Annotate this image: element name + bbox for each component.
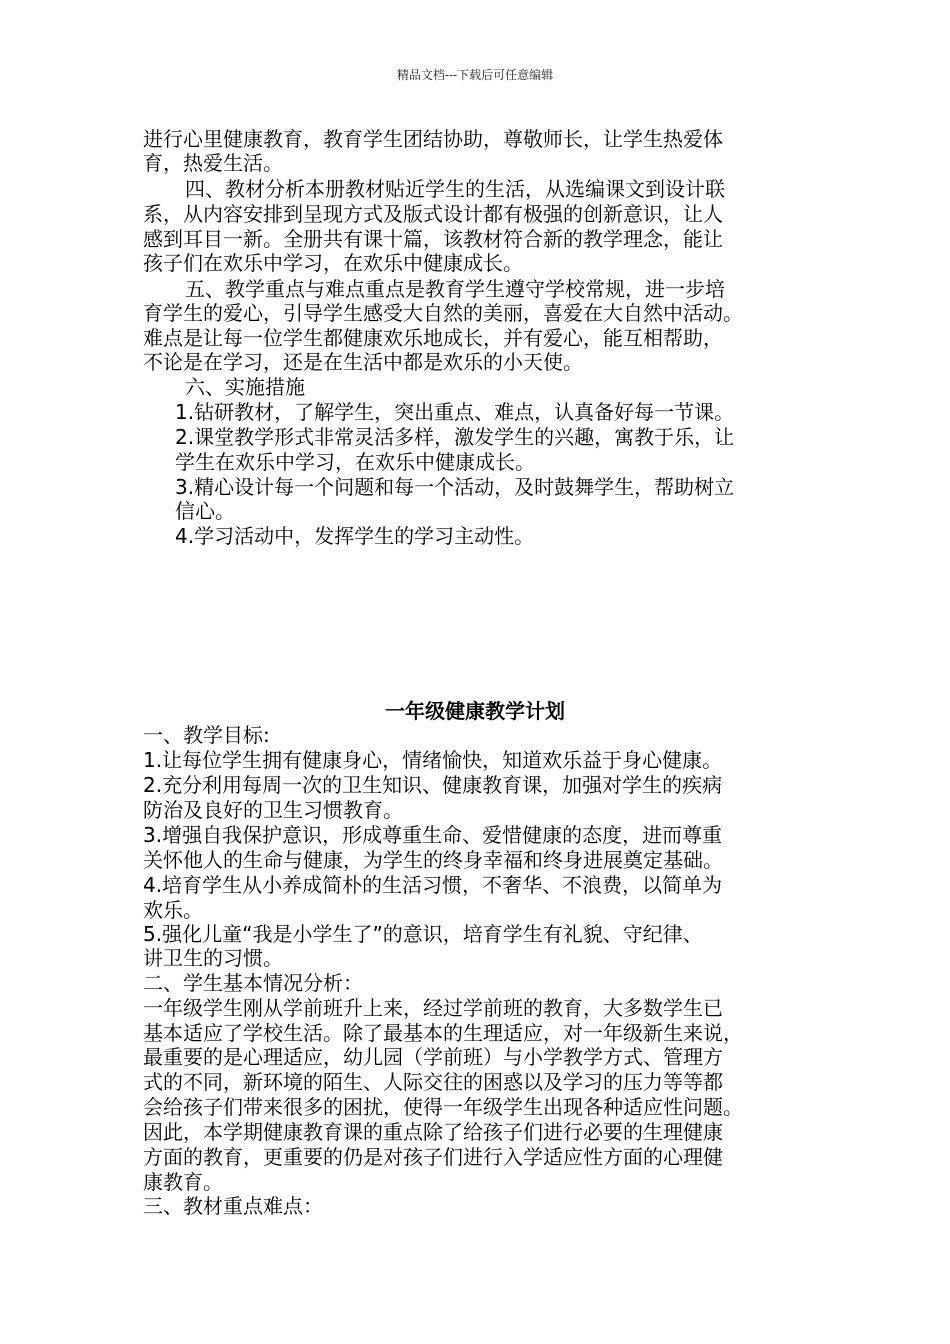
paragraph-line: 康教育。: [143, 1170, 223, 1194]
list-item: 5.强化儿童“我是小学生了”的意识，培育学生有礼貌、守纪律、: [143, 922, 703, 946]
list-item-continuation: 信心。: [175, 499, 235, 523]
list-item: 3.精心设计每一个问题和每一个活动，及时鼓舞学生，帮助树立: [175, 475, 735, 499]
list-item: 4.培育学生从小养成简朴的生活习惯，不奢华、不浪费，以简单为: [143, 873, 723, 897]
section-heading: 二、学生基本情况分析：: [143, 971, 363, 995]
paragraph-line: 四、教材分析本册教材贴近学生的生活，从选编课文到设计联: [185, 177, 725, 201]
list-item: 4.学习活动中，发挥学生的学习主动性。: [175, 524, 535, 548]
list-item: 3.增强自我保护意识，形成尊重生命、爱惜健康的态度，进而尊重: [143, 823, 723, 847]
paragraph-line: 感到耳目一新。全册共有课十篇，该教材符合新的教学理念，能让: [143, 227, 723, 251]
paragraph-line: 方面的教育，更重要的仍是对孩子们进行入学适应性方面的心理健: [143, 1145, 723, 1169]
paragraph-line: 一年级学生刚从学前班升上来，经过学前班的教育，大多数学生已: [143, 996, 723, 1020]
list-item: 1.钻研教材，了解学生，突出重点、难点，认真备好每一节课。: [175, 400, 735, 424]
section-heading: 六、实施措施: [185, 375, 305, 399]
list-item-continuation: 欢乐。: [143, 898, 203, 922]
paragraph-line: 孩子们在欢乐中学习，在欢乐中健康成长。: [143, 251, 523, 275]
list-item-continuation: 学生在欢乐中学习，在欢乐中健康成长。: [175, 450, 535, 474]
section-heading: 一、教学目标:: [143, 723, 270, 747]
paragraph-line: 五、教学重点与难点重点是教育学生遵守学校常规，进一步培: [185, 277, 725, 301]
list-item-continuation: 关怀他人的生命与健康，为学生的终身幸福和终身进展奠定基础。: [143, 848, 723, 872]
list-item-continuation: 防治及良好的卫生习惯教育。: [143, 798, 403, 822]
list-item-continuation: 讲卫生的习惯。: [143, 946, 283, 970]
paragraph-line: 难点是让每一位学生都健康欢乐地成长，并有爱心，能互相帮助，: [143, 326, 723, 350]
paragraph-line: 会给孩子们带来很多的困扰，使得一年级学生出现各种适应性问题。: [143, 1095, 743, 1119]
paragraph-line: 基本适应了学校生活。除了最基本的生理适应，对一年级新生来说，: [143, 1021, 743, 1045]
page-header: 精品文档---下载后可任意编辑: [396, 68, 554, 82]
paragraph-line: 进行心里健康教育，教育学生团结协助，尊敬师长，让学生热爱体: [143, 127, 723, 151]
list-item: 2.充分利用每周一次的卫生知识、健康教育课，加强对学生的疾病: [143, 773, 723, 797]
paragraph-line: 育，热爱生活。: [143, 151, 283, 175]
paragraph-line: 育学生的爱心，引导学生感受大自然的美丽，喜爱在大自然中活动。: [143, 301, 743, 325]
paragraph-line: 系，从内容安排到呈现方式及版式设计都有极强的创新意识，让人: [143, 202, 723, 226]
paragraph-line: 不论是在学习，还是在生活中都是欢乐的小天使。: [143, 350, 583, 374]
paragraph-line: 最重要的是心理适应，幼儿园（学前班）与小学教学方式、管理方: [143, 1045, 723, 1069]
paragraph-line: 式的不同，新环境的陌生、人际交往的困惑以及学习的压力等等都: [143, 1070, 723, 1094]
paragraph-line: 因此，本学期健康教育课的重点除了给孩子们进行必要的生理健康: [143, 1120, 723, 1144]
list-item: 2.课堂教学形式非常灵活多样，激发学生的兴趣，寓教于乐，让: [175, 425, 735, 449]
document-title: 一年级健康教学计划: [385, 699, 565, 723]
section-heading: 三、教材重点难点：: [143, 1194, 323, 1218]
list-item: 1.让每位学生拥有健康身心，情绪愉快，知道欢乐益于身心健康。: [143, 748, 723, 772]
